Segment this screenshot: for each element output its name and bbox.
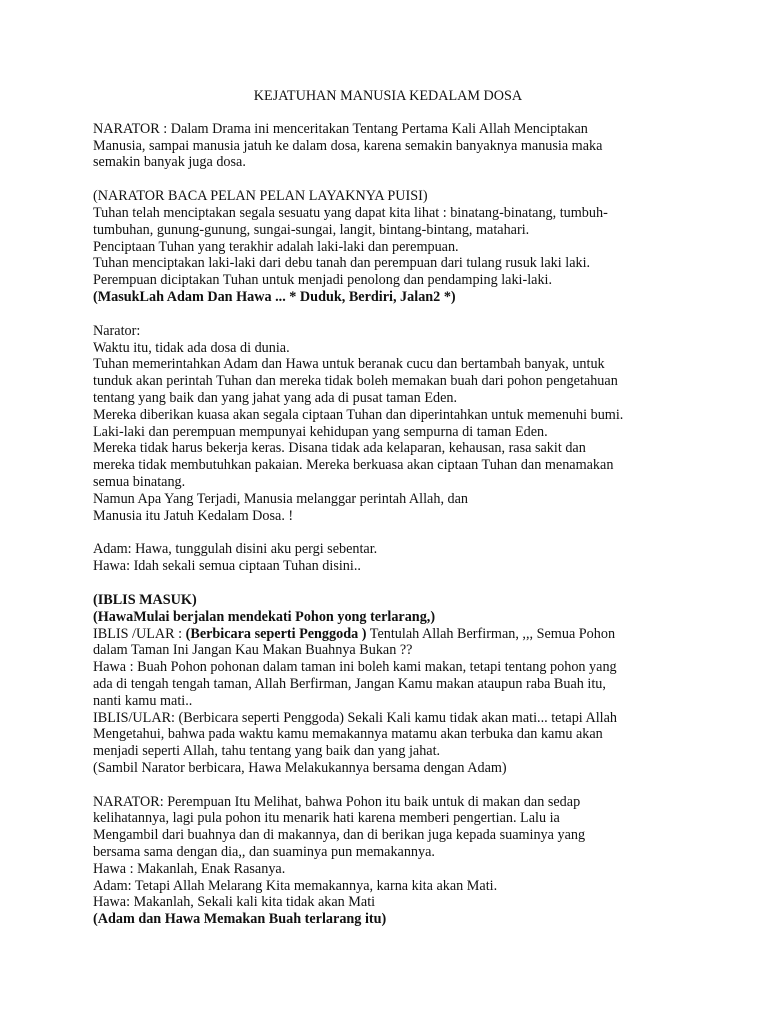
- text-line: Hawa : Makanlah, Enak Rasanya.: [93, 860, 286, 877]
- text-line: Laki-laki dan perempuan mempunyai kehidupan yang sempurna di taman Eden.: [93, 423, 548, 440]
- text-line: Adam: Tetapi Allah Melarang Kita memakannya, karna kita akan Mati.: [93, 877, 498, 894]
- text-line: Hawa: Makanlah, Sekali kali kita tidak akan Mati: [93, 894, 376, 911]
- text-line: tumbuhan, gunung-gunung, sungai-sungai, langit, bintang-bintang, matahari.: [93, 221, 530, 238]
- text-line: bersama sama dengan dia,, dan suaminya pun memakannya.: [93, 844, 435, 861]
- paragraph-gap: [93, 524, 683, 541]
- text-line: kelihatannya, lagi pula pohon itu menarik hati karena memberi pengertian. Lalu ia: [93, 810, 560, 827]
- text-line: NARATOR: Perempuan Itu Melihat, bahwa Pohon itu baik untuk di makan dan sedap: [93, 793, 581, 810]
- text-line: Mengambil dari buahnya dan di makannya, dan di berikan juga kepada suaminya yang: [93, 827, 586, 844]
- text-line: ada di tengah tengah taman, Allah Berfirman, Jangan Kamu makan ataupun raba Buah itu,: [93, 675, 606, 692]
- text-line: Tuhan telah menciptakan segala sesuatu yang dapat kita lihat : binatang-binatang, tumbuh-: [93, 204, 608, 221]
- text-line: Narator:: [93, 322, 141, 339]
- text-line: IBLIS/ULAR: (Berbicara seperti Penggoda) Sekali Kali kamu tidak akan mati... tetapi Allah: [93, 709, 618, 726]
- paragraph-gap: [93, 306, 683, 323]
- dialog-line: Hawa: Idah sekali semua ciptaan Tuhan disini..: [93, 558, 361, 575]
- text-line: Namun Apa Yang Terjadi, Manusia melanggar perintah Allah, dan: [93, 490, 469, 507]
- poem-heading: (NARATOR BACA PELAN PELAN LAYAKNYA PUISI): [93, 188, 428, 205]
- text-line: Tuhan memerintahkan Adam dan Hawa untuk beranak cucu dan bertambah banyak, untuk: [93, 356, 605, 373]
- text-line: semakin banyak juga dosa.: [93, 154, 246, 171]
- text-line: Waktu itu, tidak ada dosa di dunia.: [93, 339, 290, 356]
- text-line: Perempuan diciptakan Tuhan untuk menjadi penolong dan pendamping laki-laki.: [93, 272, 553, 289]
- stage-direction: (IBLIS MASUK): [93, 591, 197, 608]
- narator-section: [93, 323, 683, 525]
- paragraph-gap: [93, 171, 683, 188]
- poem-section: [93, 188, 683, 306]
- text-line: Tuhan menciptakan laki-laki dari debu tanah dan perempuan dari tulang rusuk laki laki.: [93, 255, 591, 272]
- text-line: Penciptaan Tuhan yang terakhir adalah laki-laki dan perempuan.: [93, 238, 459, 255]
- paragraph-gap: [93, 777, 683, 794]
- dialog-section: [93, 541, 683, 575]
- text-line: semua binatang.: [93, 473, 186, 490]
- document-page: [93, 88, 683, 928]
- text-line: Manusia, sampai manusia jatuh ke dalam dosa, karena semakin banyaknya manusia maka: [93, 137, 603, 154]
- stage-direction: (MasukLah Adam Dan Hawa ... * Duduk, Berdiri, Jalan2 *): [93, 288, 456, 305]
- intro-paragraph: [93, 121, 683, 171]
- text-line: (Sambil Narator berbicara, Hawa Melakukannya bersama dengan Adam): [93, 759, 507, 776]
- stage-direction: (Adam dan Hawa Memakan Buah terlarang itu): [93, 911, 387, 928]
- text-line: dalam Taman Ini Jangan Kau Makan Buahnya Bukan ??: [93, 642, 413, 659]
- stage-direction: (Berbicara seperti Penggoda ): [185, 625, 367, 642]
- dialog-line: Adam: Hawa, tunggulah disini aku pergi sebentar.: [93, 541, 378, 558]
- text-line: Hawa : Buah Pohon pohonan dalam taman ini boleh kami makan, tetapi tentang pohon yang: [93, 659, 617, 676]
- text-line: Mengetahui, bahwa pada waktu kamu memakannya matamu akan terbuka dan kamu akan: [93, 726, 603, 743]
- dialog-line: [93, 626, 683, 643]
- text-line: menjadi seperti Allah, tahu tentang yang baik dan yang jahat.: [93, 743, 441, 760]
- text-line: tentang yang baik dan yang jahat yang ada di pusat taman Eden.: [93, 389, 458, 406]
- text-line: Mereka diberikan kuasa akan segala ciptaan Tuhan dan diperintahkan untuk memenuhi bumi.: [93, 406, 624, 423]
- text-line: NARATOR : Dalam Drama ini menceritakan Tentang Pertama Kali Allah Menciptakan: [93, 120, 588, 137]
- paragraph-gap: [93, 575, 683, 592]
- text-line: mereka tidak membutuhkan pakaian. Mereka berkuasa akan ciptaan Tuhan dan menamakan: [93, 457, 614, 474]
- speaker-label: IBLIS /ULAR :: [93, 625, 186, 642]
- text-line: tunduk akan perintah Tuhan dan mereka tidak boleh memakan buah dari pohon pengetahuan: [93, 373, 618, 390]
- text-line: Mereka tidak harus bekerja keras. Disana tidak ada kelaparan, kehausan, rasa sakit dan: [93, 440, 586, 457]
- dialog-text: Tentulah Allah Berfirman, ,,, Semua Pohon: [366, 625, 616, 642]
- document-title: KEJATUHAN MANUSIA KEDALAM DOSA: [253, 88, 523, 104]
- iblis-section: [93, 592, 683, 777]
- text-line: nanti kamu mati..: [93, 692, 193, 709]
- stage-direction: (HawaMulai berjalan mendekati Pohon yong terlarang,): [93, 608, 436, 625]
- text-line: Manusia itu Jatuh Kedalam Dosa. !: [93, 507, 294, 524]
- narator-closing-section: [93, 794, 683, 928]
